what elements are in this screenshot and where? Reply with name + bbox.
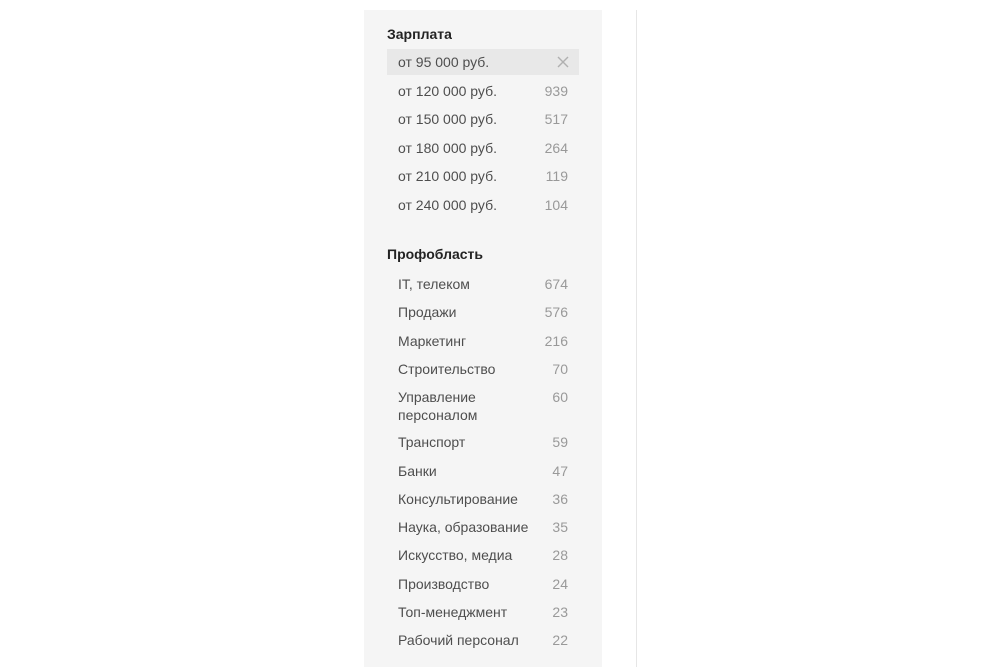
filter-count: 674 xyxy=(544,276,568,292)
profarea-section-title: Профобласть xyxy=(387,246,484,262)
filter-count: 104 xyxy=(544,197,568,213)
filter-label: IT, телеком xyxy=(398,276,470,292)
filter-label: Банки xyxy=(398,463,437,479)
salary-section-title: Зарплата xyxy=(387,26,452,42)
filter-label: от 120 000 руб. xyxy=(398,83,497,99)
profarea-filter-item[interactable] xyxy=(387,388,579,424)
filter-label: от 95 000 руб. xyxy=(398,54,490,70)
filter-label: Управление персоналом xyxy=(398,389,478,423)
filter-count: 35 xyxy=(552,519,568,535)
filter-count: 59 xyxy=(552,434,568,450)
filter-label: Продажи xyxy=(398,304,457,320)
filter-label: Маркетинг xyxy=(398,333,467,349)
filter-count: 70 xyxy=(552,361,568,377)
filter-label: Производство xyxy=(398,576,490,592)
filter-label: от 150 000 руб. xyxy=(398,111,497,127)
filter-label: Наука, образование xyxy=(398,519,529,535)
filter-label: Искусство, медиа xyxy=(398,547,513,563)
filter-label: Транспорт xyxy=(398,434,466,450)
filter-count: 939 xyxy=(544,83,568,99)
filter-count: 47 xyxy=(552,463,568,479)
filter-count: 23 xyxy=(552,604,568,620)
content-divider xyxy=(636,10,637,667)
filter-label: от 240 000 руб. xyxy=(398,197,497,213)
filter-count: 119 xyxy=(545,168,568,184)
filter-label: от 180 000 руб. xyxy=(398,140,497,156)
filter-sidebar xyxy=(364,10,602,667)
filter-label: Топ-менеджмент xyxy=(398,604,508,620)
filter-count: 36 xyxy=(552,491,568,507)
close-icon[interactable] xyxy=(557,56,569,68)
filter-count: 576 xyxy=(544,304,568,320)
salary-filter-selected[interactable] xyxy=(387,49,579,75)
filter-count: 22 xyxy=(552,632,568,648)
filter-count: 517 xyxy=(544,111,568,127)
filter-count: 60 xyxy=(552,389,568,405)
filter-label: Строительство xyxy=(398,361,496,377)
filter-count: 216 xyxy=(544,333,568,349)
filter-label: Рабочий персонал xyxy=(398,632,519,648)
filter-count: 28 xyxy=(552,547,568,563)
filter-count: 24 xyxy=(552,576,568,592)
filter-label: от 210 000 руб. xyxy=(398,168,497,184)
filter-count: 264 xyxy=(544,140,568,156)
filter-label: Консультирование xyxy=(398,491,518,507)
